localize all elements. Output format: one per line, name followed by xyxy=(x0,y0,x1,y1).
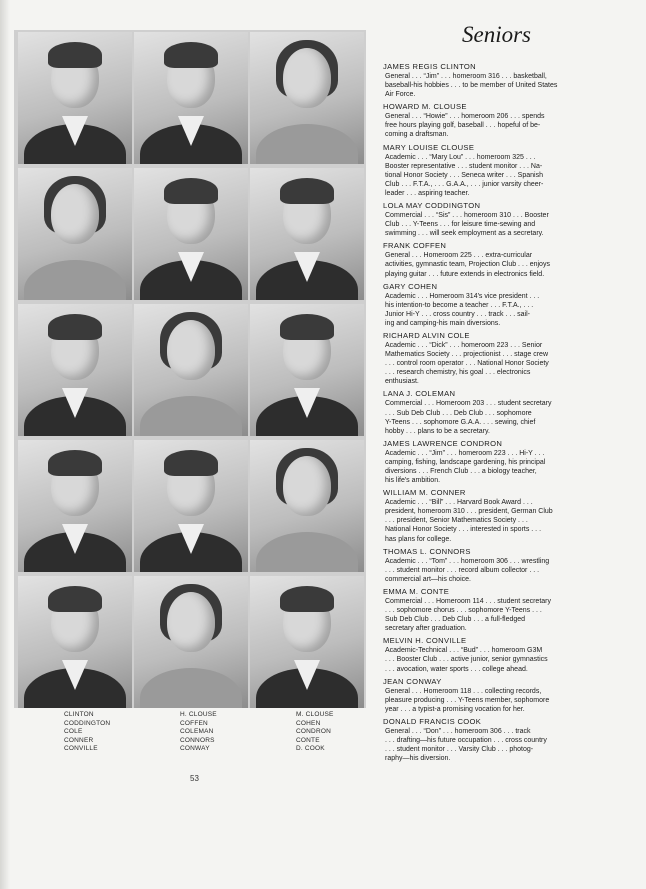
senior-bio-text xyxy=(383,251,631,278)
photo-caption: COFFEN xyxy=(180,719,208,727)
page-binding-shadow xyxy=(0,0,10,889)
portrait-photo xyxy=(134,168,248,300)
bio-line: Junior Hi-Y . . . cross country . . . track . . . sail- xyxy=(385,310,530,318)
senior-name: THOMAS L. CONNORS xyxy=(383,546,471,556)
bio-line: . . . control room operator . . . National Honor Society xyxy=(385,360,549,368)
bio-line: . . . Sub Deb Club . . . Deb Club . . . sophomore xyxy=(385,409,532,417)
photo-caption: CONTE xyxy=(296,736,320,744)
bio-line: National Honor Society . . . interested in sports . . . xyxy=(385,526,542,534)
bio-line: Academic . . . “Mary Lou” . . . homeroom 325 . . . xyxy=(385,153,536,161)
portrait-photo xyxy=(134,576,248,708)
bio-line: president, homeroom 310 . . . president, German Club xyxy=(385,508,553,516)
bio-line: . . . research chemistry, his goal . . . electronics xyxy=(385,369,531,377)
senior-bio-entry xyxy=(383,282,631,328)
bio-line: General . . . Homeroom 118 . . . collecting records, xyxy=(385,687,542,695)
photo-caption: D. COOK xyxy=(296,745,325,753)
bio-line: Academic . . . “Dick” . . . homeroom 223 . . . Senior xyxy=(385,341,543,349)
portrait-photo xyxy=(18,32,132,164)
bio-line: activities, gymnastic team, Projection Club . . . enjoys xyxy=(385,261,550,269)
senior-bio-entry xyxy=(383,488,631,543)
page-title: Seniors xyxy=(462,22,531,47)
photo-caption: CONVILLE xyxy=(64,745,98,753)
senior-bio-entry xyxy=(383,143,631,198)
bio-line: General . . . “Don” . . . homeroom 306 . . . track xyxy=(385,727,531,735)
photo-caption: CODDINGTON xyxy=(64,719,111,727)
bio-line: Air Force. xyxy=(385,91,416,99)
bio-line: General . . . “Howie” . . . homeroom 206 . . . spends xyxy=(385,113,545,121)
senior-bio-entry xyxy=(383,439,631,485)
senior-name: WILLIAM M. CONNER xyxy=(383,488,466,498)
caption-column-right xyxy=(296,711,334,754)
portrait-photo xyxy=(18,576,132,708)
senior-bio-text xyxy=(383,687,631,714)
bio-line: Commercial . . . Homeroom 203 . . . student secretary xyxy=(385,400,552,408)
bio-line: Academic . . . Homeroom 314's vice president . . . xyxy=(385,292,540,300)
page-number: 53 xyxy=(190,774,199,783)
photo-caption: CONDRON xyxy=(296,728,331,736)
bio-line: commercial art—his choice. xyxy=(385,575,471,583)
senior-bio-text xyxy=(383,292,631,328)
photo-caption: H. CLOUSE xyxy=(180,711,217,718)
senior-name: RICHARD ALVIN COLE xyxy=(383,330,470,340)
senior-bio-entry xyxy=(383,102,631,139)
portrait-photo xyxy=(134,440,248,572)
bio-line: secretary after graduation. xyxy=(385,625,467,633)
senior-bio-text xyxy=(383,211,631,238)
senior-bio-list xyxy=(383,62,631,766)
photo-caption: COLEMAN xyxy=(180,728,214,736)
portrait-photo xyxy=(250,440,364,572)
bio-line: Club . . . Y-Teens . . . for leisure time-sewing and xyxy=(385,221,536,229)
bio-line: Academic . . . “Tom” . . . homeroom 306 . . . wrestling xyxy=(385,557,550,565)
bio-line: . . . drafting—his future occupation . . . cross country xyxy=(385,736,547,744)
bio-line: swimming . . . will seek employment as a secretary. xyxy=(385,230,544,238)
senior-bio-text xyxy=(383,727,631,763)
portrait-photo xyxy=(134,32,248,164)
bio-line: Academic-Technical . . . “Bud” . . . homeroom G3M xyxy=(385,647,543,655)
bio-line: enthusiast. xyxy=(385,378,419,386)
photo-caption: M. CLOUSE xyxy=(296,711,334,718)
senior-bio-entry xyxy=(383,389,631,435)
bio-line: . . . avocation, water sports . . . college ahead. xyxy=(385,665,528,673)
senior-name: MARY LOUISE CLOUSE xyxy=(383,142,475,152)
caption-column-middle xyxy=(180,711,217,754)
bio-line: camping, fishing, landscape gardening, his principal xyxy=(385,458,546,466)
bio-line: leader . . . aspiring teacher. xyxy=(385,189,470,197)
portrait-photo xyxy=(18,168,132,300)
senior-name: GARY COHEN xyxy=(383,281,438,291)
bio-line: has plans for college. xyxy=(385,535,452,543)
portrait-photo xyxy=(250,32,364,164)
bio-line: Commercial . . . Homeroom 114 . . . student secretary xyxy=(385,597,551,605)
bio-line: his life's ambition. xyxy=(385,477,441,485)
photo-caption: CLINTON xyxy=(64,711,94,718)
bio-line: Academic . . . “Jim” . . . homeroom 223 . . . Hi-Y . . . xyxy=(385,449,545,457)
bio-line: . . . student monitor . . . Varsity Club . . . photog- xyxy=(385,746,534,754)
bio-line: . . . president, Senior Mathematics Society . . . xyxy=(385,517,528,525)
bio-line: Y-Teens . . . sophomore G.A.A. . . . sewing, chief xyxy=(385,418,536,426)
bio-line: Academic . . . “Bill” . . . Harvard Book Award . . . xyxy=(385,499,533,507)
bio-line: pleasure producing . . . Y-Teens member, sophomore xyxy=(385,696,550,704)
senior-name: FRANK COFFEN xyxy=(383,241,447,251)
bio-line: General . . . “Jim” . . . homeroom 316 . . . basketball, xyxy=(385,73,547,80)
senior-name: EMMA M. CONTE xyxy=(383,586,450,596)
bio-line: Commercial . . . “Sis” . . . homeroom 310 . . . Booster xyxy=(385,212,549,220)
senior-bio-text xyxy=(383,449,631,485)
senior-bio-entry xyxy=(383,587,631,633)
bio-line: his intention-to become a teacher . . . F.T.A., . . . xyxy=(385,301,534,309)
senior-bio-text xyxy=(383,153,631,198)
senior-name: JAMES LAWRENCE CONDRON xyxy=(383,438,503,448)
portrait-photo xyxy=(134,304,248,436)
senior-name: LOLA MAY CODDINGTON xyxy=(383,201,481,211)
bio-line: playing guitar . . . future extends in electronics field. xyxy=(385,270,545,278)
photo-caption: CONWAY xyxy=(180,745,210,753)
senior-bio-entry xyxy=(383,331,631,386)
bio-line: year . . . a typist-a promising vocation for her. xyxy=(385,705,525,713)
portrait-photo xyxy=(250,576,364,708)
bio-line: Club . . . F.T.A., . . . G.A.A., . . . junior varsity cheer- xyxy=(385,180,544,188)
bio-line: coming a draftsman. xyxy=(385,131,449,139)
bio-line: hobby . . . plans to be a secretary. xyxy=(385,427,490,435)
bio-line: . . . student monitor . . . record album collector . . . xyxy=(385,566,540,574)
bio-line: diversions . . . French Club . . . a biology teacher, xyxy=(385,468,537,475)
senior-bio-text xyxy=(383,557,631,584)
senior-name: DONALD FRANCIS COOK xyxy=(383,716,482,726)
portrait-photo xyxy=(250,304,364,436)
portrait-grid xyxy=(14,30,366,708)
senior-name: HOWARD M. CLOUSE xyxy=(383,102,467,112)
senior-bio-text xyxy=(383,72,631,99)
senior-name: MELVIN H. CONVILLE xyxy=(383,636,467,646)
caption-column-left xyxy=(64,711,110,754)
senior-name: LANA J. COLEMAN xyxy=(383,389,456,399)
senior-bio-text xyxy=(383,341,631,386)
senior-bio-entry xyxy=(383,717,631,763)
bio-line: Booster representative . . . student monitor . . . Na- xyxy=(385,162,543,170)
portrait-photo xyxy=(250,168,364,300)
senior-bio-text xyxy=(383,112,631,139)
senior-bio-entry xyxy=(383,636,631,673)
senior-name: JAMES REGIS CLINTON xyxy=(383,62,477,71)
bio-line: General . . . Homeroom 225 . . . extra-curricular xyxy=(385,252,533,260)
bio-line: tional Honor Society . . . Seneca writer . . . Spanish xyxy=(385,171,543,179)
senior-bio-entry xyxy=(383,677,631,714)
senior-bio-entry xyxy=(383,241,631,278)
portrait-photo xyxy=(18,304,132,436)
senior-bio-entry xyxy=(383,547,631,584)
portrait-photo xyxy=(18,440,132,572)
senior-bio-text xyxy=(383,646,631,673)
senior-bio-text xyxy=(383,597,631,633)
bio-line: . . . sophomore chorus . . . sophomore Y-Teens . . . xyxy=(385,607,542,615)
bio-line: free hours playing golf, baseball . . . hopeful of be- xyxy=(385,122,541,130)
bio-line: . . . Booster Club . . . active junior, senior gymnastics xyxy=(385,656,548,664)
senior-name: JEAN CONWAY xyxy=(383,676,442,686)
senior-bio-text xyxy=(383,399,631,435)
bio-line: baseball-his hobbies . . . to be member of United States xyxy=(385,82,558,90)
senior-bio-text xyxy=(383,498,631,543)
senior-bio-entry xyxy=(383,62,631,99)
bio-line: ing and camping-his main diversions. xyxy=(385,319,501,327)
senior-bio-entry xyxy=(383,201,631,238)
photo-caption: COHEN xyxy=(296,719,321,727)
photo-caption: CONNORS xyxy=(180,736,215,744)
bio-line: Mathematics Society . . . projectionist . . . stage crew xyxy=(385,351,549,359)
bio-line: Sub Deb Club . . . Deb Club . . . a full-fledged xyxy=(385,616,526,624)
bio-line: raphy—his diversion. xyxy=(385,755,451,763)
photo-caption: COLE xyxy=(64,728,83,736)
photo-caption: CONNER xyxy=(64,736,94,744)
